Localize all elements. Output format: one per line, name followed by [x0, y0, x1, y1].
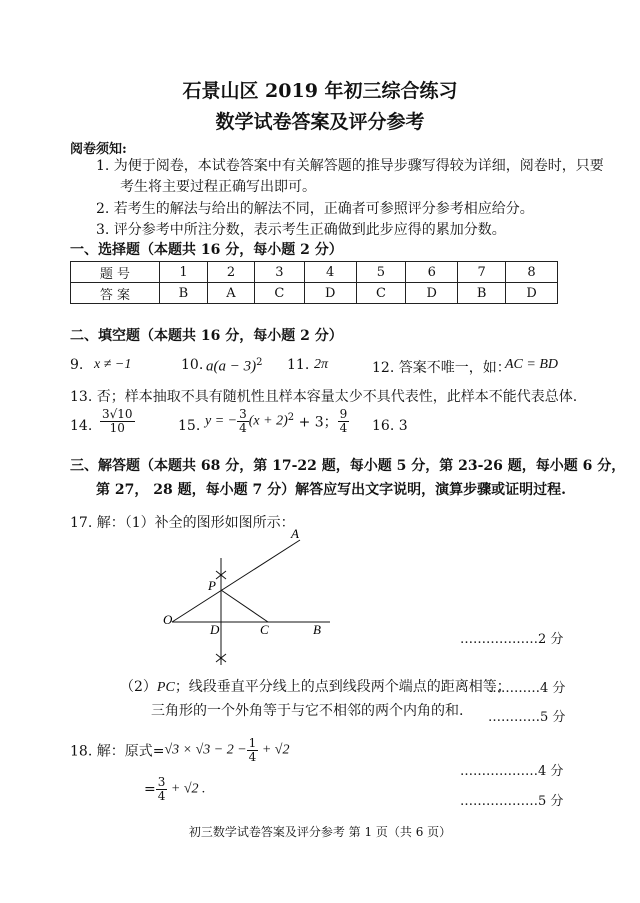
- note-2: 2. 若考生的解法与给出的解法不同，正确者可参照评分参考相应给分。: [96, 201, 534, 217]
- table-cell: C: [255, 283, 305, 304]
- q15-fraction-1: $\frac{3}{4}$: [239, 407, 247, 435]
- table-cell: D: [304, 283, 356, 304]
- label-b: B: [313, 622, 321, 637]
- section3-heading-2: 第 27， 28 题，每小题 7 分）解答应写出文字说明，演算步骤或证明过程.: [96, 482, 566, 498]
- table-cell: 3: [255, 262, 305, 283]
- table-cell: 7: [458, 262, 506, 283]
- q18-score-2: ………………5 分: [460, 794, 564, 809]
- table-header-cell: 答 案: [71, 283, 160, 304]
- q16-answer: 16. 3: [372, 418, 408, 434]
- table-cell: B: [160, 283, 208, 304]
- note-1: 1. 为便于阅卷，本试卷答案中有关解答题的推导步骤写得较为详细，阅卷时，只要: [96, 158, 604, 174]
- table-cell: D: [406, 283, 458, 304]
- table-cell: B: [458, 283, 506, 304]
- table-cell: 1: [160, 262, 208, 283]
- ray-oa: [172, 540, 300, 622]
- segment-pc: [221, 590, 268, 622]
- q18-score-1: ………………4 分: [460, 764, 564, 779]
- table-cell: 4: [304, 262, 356, 283]
- q17-score-3: …………5 分: [488, 710, 566, 725]
- q9-label: 9.: [70, 357, 84, 373]
- section2-heading: 二、填空题（本题共 16 分，每小题 2 分）: [70, 328, 343, 344]
- label-d: D: [210, 622, 220, 637]
- q14-label: 14.: [70, 418, 93, 434]
- label-p: P: [208, 578, 216, 593]
- q10-expr: a(a − 3): [206, 358, 257, 375]
- table-cell: 2: [207, 262, 254, 283]
- q17-part2-line2: 三角形的一个外角等于与它不相邻的两个内角的和.: [151, 703, 464, 719]
- q11-label: 11.: [287, 357, 310, 373]
- q18-fraction-2: $\frac{3}{4}$: [157, 775, 166, 803]
- table-cell: D: [506, 283, 558, 304]
- q17-part1: 17. 解：（1）补全的图形如图所示：: [70, 515, 295, 531]
- table-cell: 8: [506, 262, 558, 283]
- table-row: [71, 262, 558, 283]
- q15-label: 15.: [178, 418, 201, 434]
- q15-fraction-2: $\frac{9}{4}$: [339, 407, 348, 435]
- answer-table: [70, 261, 558, 304]
- label-c: C: [260, 622, 269, 637]
- q15-answer: y = − $\frac{3}{4}$ $(x + 2)^2 + 3$； $\frac{9}{4}$: [205, 407, 348, 435]
- note-1-cont: 考生将主要过程正确写出即可。: [120, 179, 316, 195]
- q14-answer: [100, 408, 135, 435]
- q10-label: 10.: [181, 357, 204, 373]
- note-3: 3. 评分参考中所注分数，表示考生正确做到此步应得的累加分数。: [96, 222, 506, 238]
- q13-answer: 13. 否；样本抽取不具有随机性且样本容量太少不具代表性，此样本不能代表总体.: [70, 389, 578, 405]
- page-footer: 初三数学试卷答案及评分参考 第 1 页（共 6 页）: [188, 825, 452, 839]
- table-cell: C: [356, 283, 406, 304]
- q12-label: 12. 答案不唯一，如：: [372, 360, 511, 376]
- table-cell: 6: [406, 262, 458, 283]
- table-cell: 5: [356, 262, 406, 283]
- q17-part2: （2）PC；线段垂直平分线上的点到线段两个端点的距离相等；: [120, 679, 511, 695]
- label-a: A: [291, 526, 299, 541]
- q18-line2: = $\frac{3}{4}$ + √2 .: [144, 775, 206, 803]
- q14-fraction: $\frac{3√10}{10}$: [102, 407, 133, 435]
- q10-exponent: 2: [256, 357, 263, 368]
- q18-line1: 18. 解：原式=√3 × √3 − 2 − $\frac{1}{4}$ + √2: [70, 736, 290, 764]
- notes-heading: 阅卷须知:: [70, 142, 127, 157]
- table-header-cell: 题 号: [71, 262, 160, 283]
- q10-answer: [206, 357, 263, 376]
- table-cell: A: [207, 283, 254, 304]
- q9-answer: x ≠ −1: [94, 357, 132, 372]
- q18-fraction-1: $\frac{1}{4}$: [248, 736, 257, 764]
- q11-answer: 2π: [314, 357, 329, 372]
- q17-score-2: …………4 分: [488, 681, 566, 696]
- q17-score-1: ………………2 分: [460, 632, 564, 647]
- section1-heading: 一、选择题（本题共 16 分，每小题 2 分）: [70, 242, 343, 258]
- q12-answer: AC = BD: [505, 357, 558, 372]
- page-subtitle: 数学试卷答案及评分参考: [215, 111, 425, 133]
- label-o: O: [163, 612, 173, 627]
- q17-figure: [150, 520, 350, 670]
- section3-heading-1: 三、解答题（本题共 68 分，第 17-22 题，每小题 5 分，第 23-26 题，每小题 6 分，: [70, 458, 626, 474]
- page-title: 石景山区 2019 年初三综合练习: [182, 80, 458, 102]
- table-row: [71, 283, 558, 304]
